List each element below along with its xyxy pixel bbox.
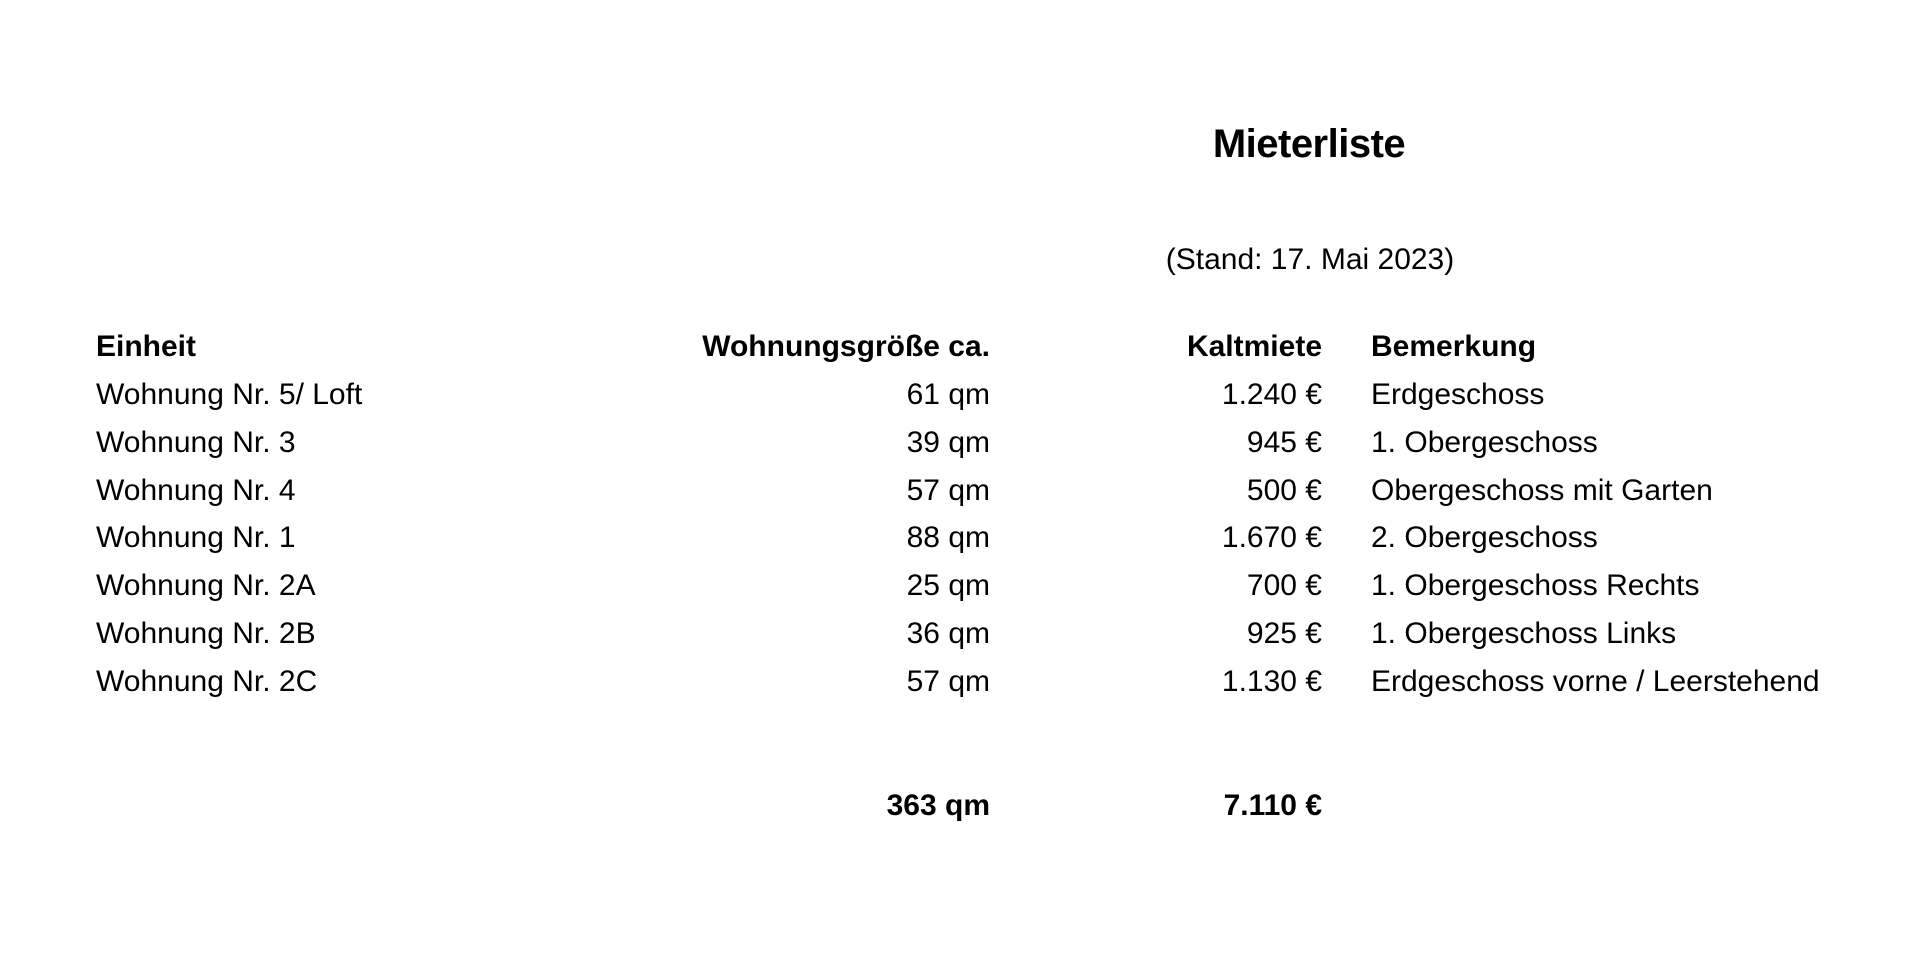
- cell-size: 88 qm: [906, 521, 990, 554]
- cell-unit: Wohnung Nr. 5/ Loft: [96, 378, 363, 411]
- cell-rent: 1.670 €: [1221, 521, 1322, 554]
- cell-rent: 925 €: [1246, 617, 1322, 650]
- cell-note: Erdgeschoss vorne / Leerstehend: [1371, 665, 1820, 698]
- cell-size: 57 qm: [906, 665, 990, 698]
- cell-rent: 500 €: [1246, 474, 1322, 507]
- cell-rent: 945 €: [1246, 426, 1322, 459]
- cell-note: Obergeschoss mit Garten: [1371, 474, 1713, 507]
- table-row: [0, 614, 1920, 654]
- cell-size: 61 qm: [906, 378, 990, 411]
- table-row: [0, 518, 1920, 558]
- cell-unit: Wohnung Nr. 2B: [96, 617, 316, 650]
- cell-size: 39 qm: [906, 426, 990, 459]
- table-row: [0, 662, 1920, 702]
- table-header-row: [0, 327, 1920, 367]
- cell-unit: Wohnung Nr. 2A: [96, 569, 316, 602]
- cell-unit: Wohnung Nr. 1: [96, 521, 296, 554]
- cell-unit: Wohnung Nr. 3: [96, 426, 296, 459]
- total-rent: 7.110 €: [1223, 789, 1322, 822]
- cell-rent: 1.240 €: [1221, 378, 1322, 411]
- cell-note: 1. Obergeschoss: [1371, 426, 1598, 459]
- cell-size: 25 qm: [906, 569, 990, 602]
- cell-rent: 700 €: [1246, 569, 1322, 602]
- cell-unit: Wohnung Nr. 2C: [96, 665, 318, 698]
- cell-note: 2. Obergeschoss: [1371, 521, 1598, 554]
- total-size: 363 qm: [886, 789, 990, 822]
- table-row: [0, 423, 1920, 463]
- document-date-note: (Stand: 17. Mai 2023): [1165, 243, 1455, 276]
- header-note: Bemerkung: [1371, 330, 1537, 363]
- cell-note: 1. Obergeschoss Rechts: [1371, 569, 1700, 602]
- cell-note: 1. Obergeschoss Links: [1371, 617, 1677, 650]
- cell-size: 36 qm: [906, 617, 990, 650]
- header-unit: Einheit: [96, 330, 197, 363]
- table-totals-row: [0, 786, 1920, 826]
- cell-unit: Wohnung Nr. 4: [96, 474, 296, 507]
- cell-size: 57 qm: [906, 474, 990, 507]
- header-rent: Kaltmiete: [1186, 330, 1322, 363]
- table-row: [0, 566, 1920, 606]
- header-size: Wohnungsgröße ca.: [702, 330, 990, 363]
- cell-rent: 1.130 €: [1221, 665, 1322, 698]
- table-row: [0, 375, 1920, 415]
- cell-note: Erdgeschoss: [1371, 378, 1545, 411]
- document-title: Mieterliste: [1212, 122, 1406, 166]
- table-row: [0, 471, 1920, 511]
